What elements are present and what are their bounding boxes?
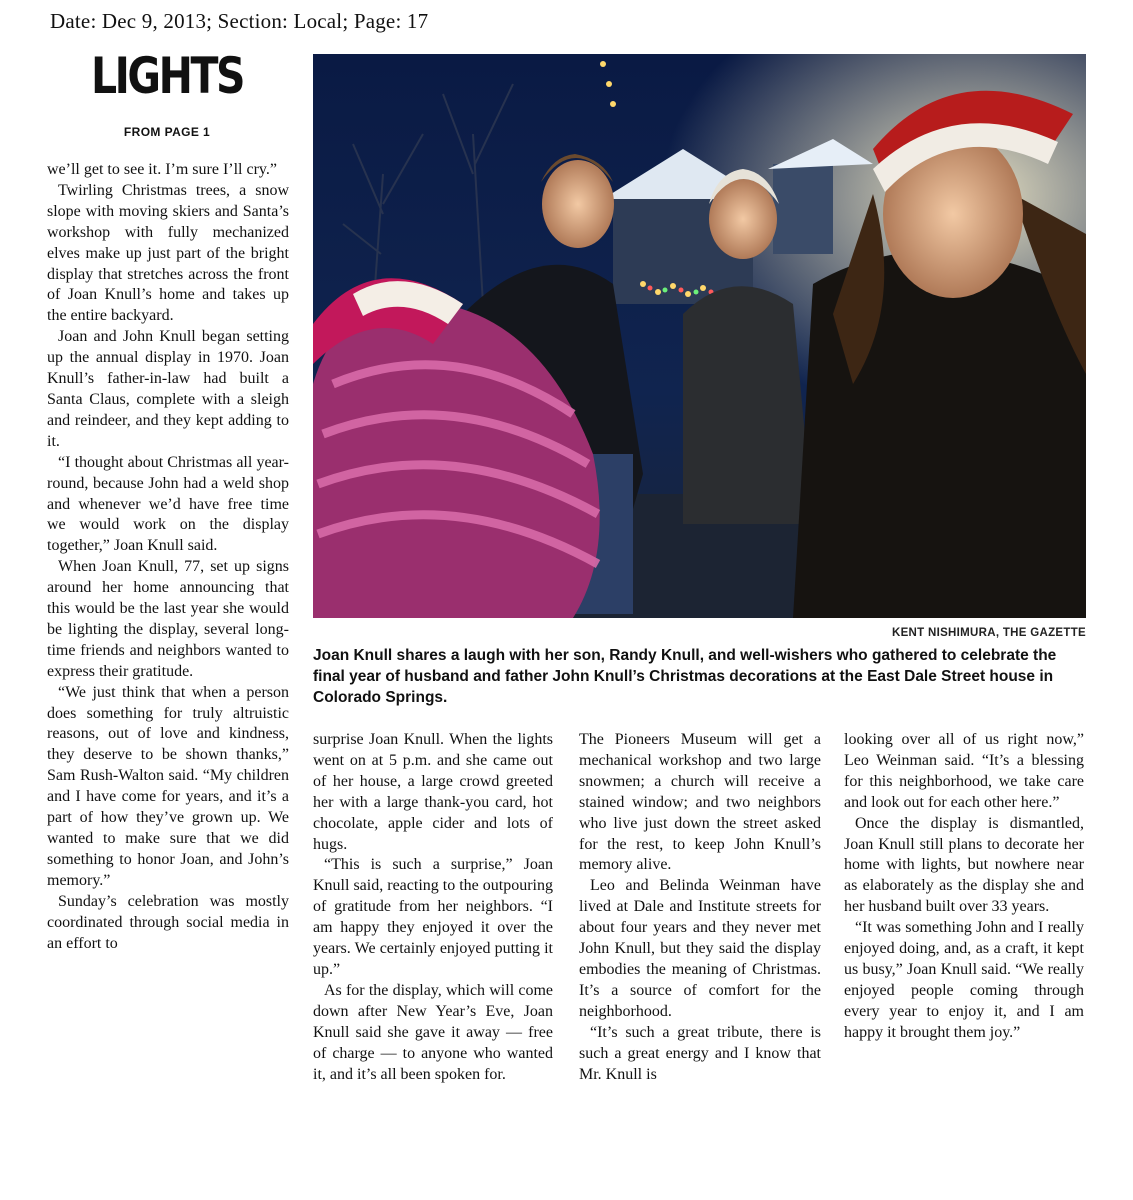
paragraph: looking over all of us right now,” Leo Weinman said. “It’s a blessing for this neighborhood, we take care and look out for each other here.”	[844, 731, 1084, 811]
paragraph: “I thought about Christmas all year-round, because John had a weld shop and whenever we’d have free time we would work on the display together,” Joan Knull said.	[47, 453, 289, 555]
paragraph: Leo and Belinda Weinman have lived at Dale and Institute streets for about four years and they never met John Knull, but they said the display embodies the meaning of Christmas. It’s a source of comfort for the neighborhood.	[579, 877, 821, 1020]
photo-caption: Joan Knull shares a laugh with her son, Randy Knull, and well-wishers who gathered to celebrate the final year of husband and father John Knull’s Christmas decorations at the East Dale Street house in Colorado Springs.	[313, 647, 1057, 706]
paragraph: The Pioneers Museum will get a mechanical workshop and two large snowmen; a church will receive a stained window; and two neighbors who live just down the street asked for the rest, to keep John Knull’s memory alive.	[579, 731, 821, 874]
paragraph: surprise Joan Knull. When the lights went on at 5 p.m. and she came out of her house, a large crowd greeted her with a large thank-you card, hot chocolate, apple cider and lots of hugs.	[313, 731, 553, 853]
photo-illustration	[313, 54, 1086, 618]
paragraph: “It’s such a great tribute, there is such a great energy and I know that Mr. Knull is	[579, 1023, 821, 1083]
article-column-1	[47, 160, 289, 954]
dateline: Date: Dec 9, 2013; Section: Local; Page: 17	[50, 9, 429, 33]
news-photo	[313, 54, 1086, 618]
paragraph: Once the display is dismantled, Joan Knull still plans to decorate her home with lights, but nowhere near as elaborately as the display she and her husband built over 33 years.	[844, 814, 1084, 916]
jump-line: FROM PAGE 1	[123, 125, 211, 139]
article-column-4	[844, 730, 1084, 1044]
paragraph: we’ll get to see it. I’m sure I’ll cry.”	[47, 161, 277, 178]
article-column-3	[579, 730, 821, 1085]
paragraph: Joan and John Knull began setting up the annual display in 1970. Joan Knull’s father-in-law had built a Santa Claus, complete with a sleigh and reindeer, and they kept adding to it.	[47, 328, 289, 450]
headline: LIGHTS	[90, 47, 244, 105]
paragraph: “It was something John and I really enjoyed doing, and, as a craft, it kept us busy,” Joan Knull said. “We really enjoyed people coming through every year to enjoy it, and I am happy it brought them joy.”	[844, 919, 1084, 1041]
photo-credit: KENT NISHIMURA, THE GAZETTE	[891, 627, 1086, 639]
paragraph: As for the display, which will come down after New Year’s Eve, Joan Knull said she gave it away — free of charge — to anyone who wanted it, and it’s all been spoken for.	[313, 981, 553, 1083]
paragraph: “We just think that when a person does something for truly altruistic reasons, out of love and kindness, they deserve to be shown thanks,” Sam Rush-Walton said. “My children and I have come for years, and it’s a part of how they’ve grown up. We wanted to make sure that we did something to honor Joan, and John’s memory.”	[47, 683, 289, 889]
paragraph: “This is such a surprise,” Joan Knull said, reacting to the outpouring of gratitude from her neighbors. “I am happy they enjoyed it over the years. We certainly enjoyed putting it up.”	[313, 856, 553, 978]
paragraph: Twirling Christmas trees, a snow slope with moving skiers and Santa’s workshop with fully mechanized elves make up just part of the bright display that stretches across the front of Joan Knull’s home and takes up the entire backyard.	[47, 181, 289, 325]
article-column-2	[313, 730, 553, 1085]
paragraph: Sunday’s celebration was mostly coordinated through social media in an effort to	[47, 892, 289, 952]
paragraph: When Joan Knull, 77, set up signs around her home announcing that this would be the last year she would be lighting the display, several long-time friends and neighbors wanted to express their gratitude.	[47, 558, 289, 680]
